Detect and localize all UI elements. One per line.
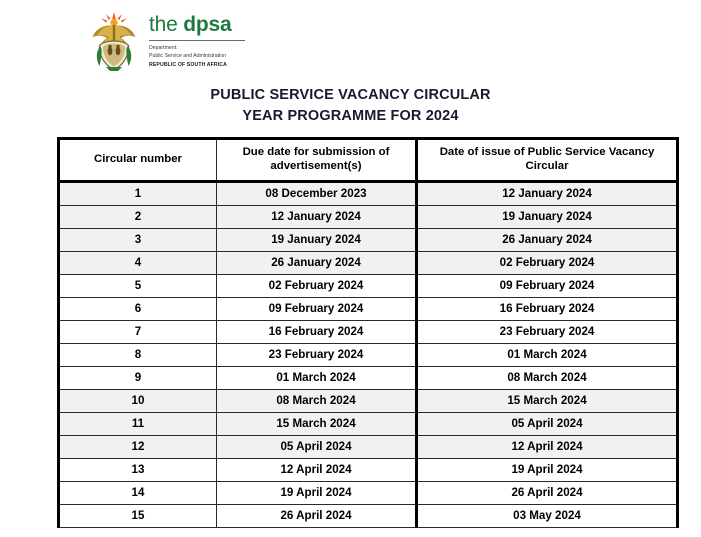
table-row xyxy=(59,412,678,435)
cell-issue-date: 09 February 2024 xyxy=(417,274,678,297)
cell-due-date: 09 February 2024 xyxy=(217,297,417,320)
page-title-line-1: PUBLIC SERVICE VACANCY CIRCULAR xyxy=(210,87,491,103)
cell-due-date: 19 April 2024 xyxy=(217,481,417,504)
table-row xyxy=(59,435,678,458)
table-row xyxy=(59,228,678,251)
cell-circular-number: 11 xyxy=(59,412,217,435)
cell-issue-date: 02 February 2024 xyxy=(417,251,678,274)
table-row xyxy=(59,389,678,412)
cell-due-date: 26 January 2024 xyxy=(217,251,417,274)
cell-issue-date: 15 March 2024 xyxy=(417,389,678,412)
cell-issue-date: 12 April 2024 xyxy=(417,435,678,458)
cell-circular-number: 7 xyxy=(59,320,217,343)
cell-issue-date: 12 January 2024 xyxy=(417,181,678,205)
cell-due-date: 02 February 2024 xyxy=(217,274,417,297)
cell-circular-number: 5 xyxy=(59,274,217,297)
cell-circular-number: 3 xyxy=(59,228,217,251)
schedule-table-body xyxy=(59,181,678,527)
cell-due-date: 12 January 2024 xyxy=(217,205,417,228)
brand-divider xyxy=(149,40,245,41)
cell-issue-date: 16 February 2024 xyxy=(417,297,678,320)
cell-due-date: 01 March 2024 xyxy=(217,366,417,389)
brand-wordmark-the: the xyxy=(149,13,178,36)
cell-issue-date: 08 March 2024 xyxy=(417,366,678,389)
cell-issue-date: 26 April 2024 xyxy=(417,481,678,504)
brand-subtitle-block xyxy=(149,44,245,69)
cell-circular-number: 9 xyxy=(59,366,217,389)
cell-due-date: 19 January 2024 xyxy=(217,228,417,251)
table-row xyxy=(59,343,678,366)
table-row xyxy=(59,504,678,527)
cell-circular-number: 14 xyxy=(59,481,217,504)
table-row xyxy=(59,251,678,274)
column-header-circular-number: Circular number xyxy=(59,139,217,182)
brand-subtitle-name: Public Service and Administration xyxy=(149,53,226,60)
table-row xyxy=(59,458,678,481)
cell-due-date: 16 February 2024 xyxy=(217,320,417,343)
cell-issue-date: 19 January 2024 xyxy=(417,205,678,228)
cell-issue-date: 03 May 2024 xyxy=(417,504,678,527)
page-title xyxy=(0,85,701,127)
south-african-coat-of-arms-icon xyxy=(88,10,140,72)
cell-due-date: 23 February 2024 xyxy=(217,343,417,366)
cell-circular-number: 8 xyxy=(59,343,217,366)
table-row xyxy=(59,205,678,228)
table-row xyxy=(59,181,678,205)
column-header-issue-date: Date of issue of Public Service Vacancy Circular xyxy=(417,139,678,182)
cell-issue-date: 01 March 2024 xyxy=(417,343,678,366)
cell-circular-number: 4 xyxy=(59,251,217,274)
cell-circular-number: 12 xyxy=(59,435,217,458)
vacancy-circular-schedule xyxy=(57,137,655,528)
cell-circular-number: 10 xyxy=(59,389,217,412)
table-row xyxy=(59,481,678,504)
brand-wordmark-dpsa: dpsa xyxy=(183,13,232,36)
column-header-due-date: Due date for submission of advertisement(s) xyxy=(217,139,417,182)
table-row xyxy=(59,297,678,320)
table-row xyxy=(59,274,678,297)
table-row xyxy=(59,366,678,389)
brand-text-block xyxy=(149,10,245,69)
cell-issue-date: 19 April 2024 xyxy=(417,458,678,481)
brand-subtitle-department: Department: xyxy=(149,45,178,52)
cell-due-date: 12 April 2024 xyxy=(217,458,417,481)
cell-due-date: 05 April 2024 xyxy=(217,435,417,458)
cell-due-date: 26 April 2024 xyxy=(217,504,417,527)
cell-issue-date: 05 April 2024 xyxy=(417,412,678,435)
table-header-row xyxy=(59,139,678,182)
page-title-line-2: YEAR PROGRAMME FOR 2024 xyxy=(242,108,459,125)
schedule-table xyxy=(57,137,679,528)
cell-circular-number: 15 xyxy=(59,504,217,527)
cell-circular-number: 13 xyxy=(59,458,217,481)
cell-due-date: 08 December 2023 xyxy=(217,181,417,205)
dpsa-branding xyxy=(88,10,245,72)
brand-wordmark xyxy=(149,14,245,36)
schedule-table-head xyxy=(59,139,678,182)
cell-due-date: 08 March 2024 xyxy=(217,389,417,412)
cell-circular-number: 1 xyxy=(59,181,217,205)
cell-issue-date: 23 February 2024 xyxy=(417,320,678,343)
cell-due-date: 15 March 2024 xyxy=(217,412,417,435)
cell-issue-date: 26 January 2024 xyxy=(417,228,678,251)
cell-circular-number: 2 xyxy=(59,205,217,228)
brand-subtitle-country: REPUBLIC OF SOUTH AFRICA xyxy=(149,61,228,68)
table-row xyxy=(59,320,678,343)
cell-circular-number: 6 xyxy=(59,297,217,320)
